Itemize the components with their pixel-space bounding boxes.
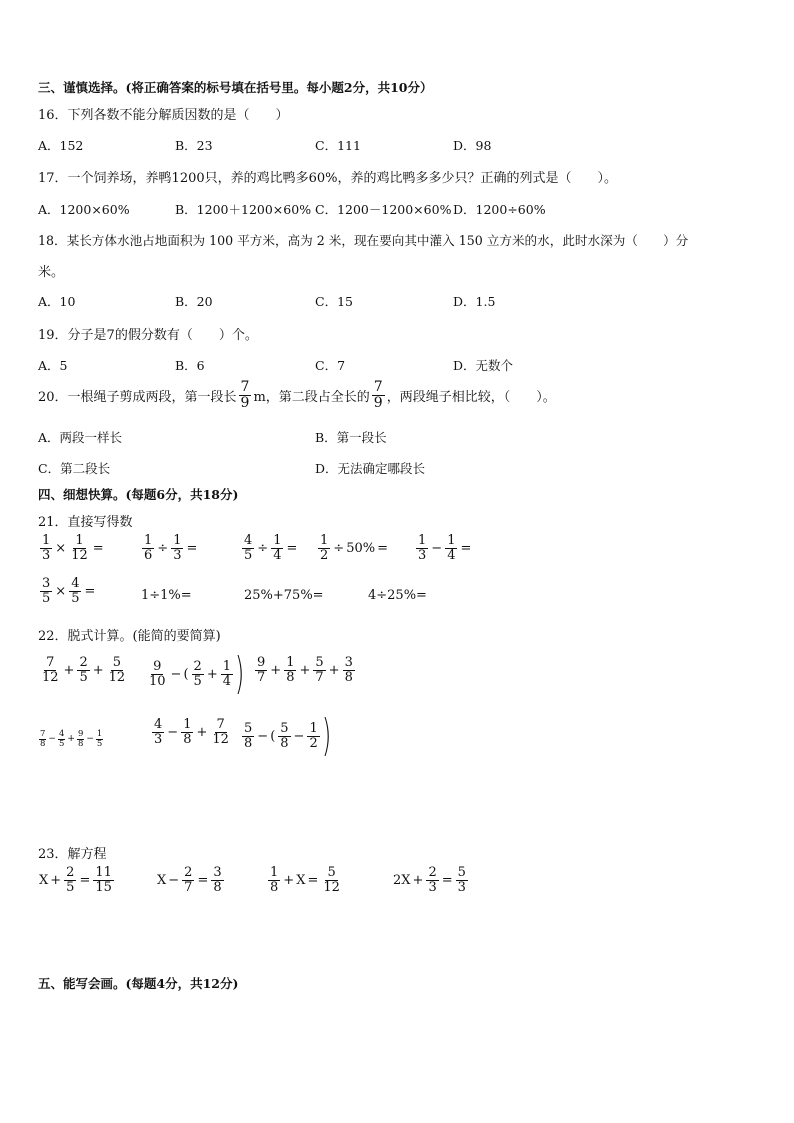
fraction: $\frac{2}{7}$ [184,865,193,895]
fraction: $\frac{1}{5}$ [96,729,103,749]
fraction: $\frac{3}{8}$ [213,865,222,895]
section3-title: 三、谨慎选择。(将正确答案的标号填在括号里。每小题2分，共10分） [38,80,433,95]
fraction: $\frac{1}{8}$ [183,717,192,747]
q22-item-3: $\frac{9}{7}$ + $\frac{1}{8}$ + $\frac{5}{7}$ + $\frac{3}{8}$ [257,655,353,685]
q19-stem: 19．分子是7的假分数有（ ）个。 [38,328,258,343]
fraction: $\frac{4}{5}$ [71,576,80,606]
fraction: $\frac{5}{8}$ [280,720,289,751]
q17-option-a: A．1200×60% [38,202,130,217]
fraction: $\frac{1}{3}$ [418,533,427,563]
q21-item-7: 1÷1%= [141,588,192,603]
q21-label: 21．直接写得数 [38,515,133,530]
q21-item-1: $\frac{1}{3}$ × $\frac{1}{12}$ = [42,533,104,563]
q21-item-4: $\frac{1}{2}$ ÷ 50% = [320,533,388,563]
q22-item-2: $\frac{9}{10}$ − ( $\frac{2}{5}$ + $\frac{1}{4}$ ) [149,648,245,699]
q20-option-d: D．无法确定哪段长 [315,461,426,476]
fraction: $\frac{1}{3}$ [42,533,51,563]
q22-item-4: $\frac{7}{8}$ − $\frac{4}{5}$ + $\frac{9}{8}$ − $\frac{1}{5}$ [40,729,103,749]
fraction: $\frac{7}{12}$ [212,717,229,747]
fraction: $\frac{3}{8}$ [344,655,353,685]
fraction: $\frac{2}{5}$ [79,655,88,685]
q21-item-9: 4÷25%= [368,588,427,603]
q22-item-1: $\frac{7}{12}$ + $\frac{2}{5}$ + $\frac{5}{12}$ [42,655,126,685]
fraction: $\frac{2}{5}$ [66,865,75,895]
q18-option-a: A．10 [38,294,76,309]
fraction: $\frac{2}{5}$ [193,658,202,689]
fraction: $\frac{1}{6}$ [144,533,153,563]
q23-item-1: X + $\frac{2}{5}$ = $\frac{11}{15}$ [39,865,112,895]
q21-item-6: $\frac{3}{5}$ × $\frac{4}{5}$ = [42,576,96,606]
fraction: $\frac{7}{8}$ [40,729,46,749]
fraction: $\frac{5}{12}$ [108,655,126,685]
q20-stem [38,380,556,410]
fraction: $\frac{1}{2}$ [320,533,329,563]
q23-item-4: 2X + $\frac{2}{3}$ = $\frac{5}{3}$ [393,865,466,895]
fraction: $\frac{1}{4}$ [273,533,282,563]
fraction: $\frac{4}{5}$ [244,533,253,563]
q22-item-6: $\frac{5}{8}$ − ( $\frac{5}{8}$ − $\frac{1}{2}$ ) [244,710,332,761]
q21-item-8: 25%+75%= [244,588,324,603]
fraction: $\frac{2}{3}$ [428,865,437,895]
q21-item-3: $\frac{4}{5}$ ÷ $\frac{1}{4}$ = [244,533,298,563]
q16-option-d: D．98 [453,138,492,153]
fraction: $\frac{1}{12}$ [71,533,88,563]
fraction: $\frac{5}{8}$ [244,720,253,751]
fraction: $\frac{4}{3}$ [154,717,163,747]
q21-item-5: $\frac{1}{3}$ − $\frac{1}{4}$ = [418,533,472,563]
q20-option-a: A．两段一样长 [38,430,123,445]
q20-stem-b: ，两段绳子相比较，（ ）。 [386,389,556,405]
fraction: $\frac{9}{10}$ [149,658,166,689]
q23-label: 23．解方程 [38,847,107,862]
q17-option-c: C．1200－1200×60% [315,202,452,217]
q18-option-c: C．15 [315,294,353,309]
fraction: $\frac{1}{4}$ [222,658,231,689]
fraction: $\frac{7}{12}$ [42,655,59,685]
q19-option-b: B．6 [175,358,205,373]
q23-item-3: $\frac{1}{8}$ + X = $\frac{5}{12}$ [270,865,340,895]
fraction: $\frac{9}{8}$ [77,729,84,749]
q18-stem-line1: 18．某长方体水池占地面积为 100 平方米，高为 2 米，现在要向其中灌入 150 立方米的水，此时水深为（ ）分 [38,233,689,248]
q22-item-5: $\frac{4}{3}$ − $\frac{1}{8}$ + $\frac{7}{12}$ [154,717,229,747]
section5-title: 五、能写会画。(每题4分，共12分) [38,976,239,991]
fraction: $\frac{4}{5}$ [58,729,65,749]
q16-option-c: C．111 [315,138,361,153]
q20-fraction-second: $\frac{7}{9}$ [373,379,383,411]
q17-stem: 17．一个饲养场，养鸭1200只，养的鸡比鸭多60%，养的鸡比鸭多多少只？正确的列式是（ ）。 [38,171,618,186]
fraction: $\frac{5}{3}$ [457,865,466,895]
q16-stem: 16．下列各数不能分解质因数的是（ ） [38,108,289,123]
fraction: $\frac{3}{5}$ [42,576,51,606]
q20-option-b: B．第一段长 [315,430,387,445]
q18-stem-line2: 米。 [38,265,65,280]
fraction: $\frac{5}{7}$ [315,655,324,685]
q17-option-d: D．1200÷60% [453,202,546,217]
q19-option-a: A．5 [38,358,68,373]
q16-option-a: A．152 [38,138,84,153]
q19-option-d: D．无数个 [453,358,514,373]
fraction: $\frac{1}{8}$ [286,655,295,685]
fraction: $\frac{1}{4}$ [447,533,456,563]
q16-option-b: B．23 [175,138,213,153]
q19-option-c: C．7 [315,358,346,373]
fraction: $\frac{1}{8}$ [270,865,279,895]
fraction: $\frac{9}{7}$ [257,655,266,685]
q18-option-b: B．20 [175,294,213,309]
q17-option-b: B．1200＋1200×60% [175,202,312,217]
q21-item-2: $\frac{1}{6}$ ÷ $\frac{1}{3}$ = [144,533,198,563]
q22-label: 22．脱式计算。(能简的要简算) [38,629,221,644]
fraction: $\frac{5}{12}$ [323,865,340,895]
q23-item-2: X − $\frac{2}{7}$ = $\frac{3}{8}$ [157,865,222,895]
q20-fraction-first: $\frac{7}{9}$ [240,379,250,411]
q20-stem-unit: m，第二段占全长的 [253,389,370,405]
q20-stem-a: 20．一根绳子剪成两段，第一段长 [38,389,237,405]
right-paren: ) [234,648,245,699]
q18-option-d: D．1.5 [453,294,496,309]
fraction: $\frac{11}{15}$ [95,865,112,895]
section4-title: 四、细想快算。(每题6分，共18分) [38,487,239,502]
right-paren: ) [321,710,332,761]
fraction: $\frac{1}{2}$ [309,720,318,751]
q20-option-c: C．第二段长 [38,461,111,476]
fraction: $\frac{1}{3}$ [173,533,182,563]
